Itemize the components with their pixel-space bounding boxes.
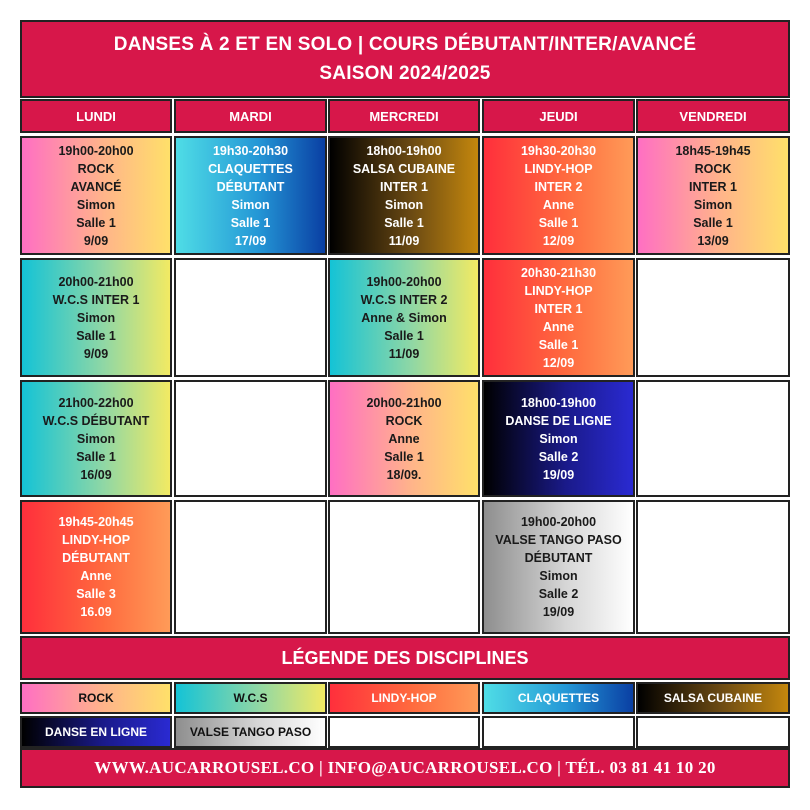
legend-empty-slot <box>328 716 480 748</box>
class-cell: 18h00-19h00 DANSE DE LIGNE Simon Salle 2 19/09 <box>482 380 635 497</box>
legend-empty-slot <box>636 716 790 748</box>
legend-item-claquettes: CLAQUETTES <box>482 682 635 714</box>
legend-item-wcs: W.C.S <box>174 682 327 714</box>
day-header-jeudi: JEUDI <box>482 99 635 133</box>
class-cell: 19h00-20h00 ROCK AVANCÉ Simon Salle 1 9/09 <box>20 136 172 255</box>
empty-cell <box>328 500 480 634</box>
class-cell: 19h30-20h30 LINDY-HOP INTER 2 Anne Salle 1 12/09 <box>482 136 635 255</box>
class-cell: 20h30-21h30 LINDY-HOP INTER 1 Anne Salle 1 12/09 <box>482 258 635 377</box>
class-cell: 20h00-21h00 W.C.S INTER 1 Simon Salle 1 9/09 <box>20 258 172 377</box>
contact-footer: WWW.AUCARROUSEL.CO | INFO@AUCARROUSEL.CO | TÉL. 03 81 41 10 20 <box>20 748 790 788</box>
empty-cell <box>174 380 327 497</box>
class-cell: 18h45-19h45 ROCK INTER 1 Simon Salle 1 13/09 <box>636 136 790 255</box>
day-header-mardi: MARDI <box>174 99 327 133</box>
class-cell: 20h00-21h00 ROCK Anne Salle 1 18/09. <box>328 380 480 497</box>
schedule-poster <box>20 20 790 788</box>
class-cell: 21h00-22h00 W.C.S DÉBUTANT Simon Salle 1 16/09 <box>20 380 172 497</box>
day-header-vendredi: VENDREDI <box>636 99 790 133</box>
poster-header <box>20 20 790 98</box>
legend-item-valse-tango-paso: VALSE TANGO PASO <box>174 716 327 748</box>
empty-cell <box>174 500 327 634</box>
class-cell: 19h30-20h30 CLAQUETTES DÉBUTANT Simon Salle 1 17/09 <box>174 136 327 255</box>
day-header-mercredi: MERCREDI <box>328 99 480 133</box>
season-subtitle: SAISON 2024/2025 <box>319 63 491 84</box>
class-cell: 19h45-20h45 LINDY-HOP DÉBUTANT Anne Salle 3 16.09 <box>20 500 172 634</box>
empty-cell <box>174 258 327 377</box>
class-cell: 18h00-19h00 SALSA CUBAINE INTER 1 Simon Salle 1 11/09 <box>328 136 480 255</box>
legend-empty-slot <box>482 716 635 748</box>
class-cell: 19h00-20h00 VALSE TANGO PASO DÉBUTANT Simon Salle 2 19/09 <box>482 500 635 634</box>
empty-cell <box>636 380 790 497</box>
legend-title: LÉGENDE DES DISCIPLINES <box>20 636 790 680</box>
page-title: DANSES À 2 ET EN SOLO | COURS DÉBUTANT/INTER/AVANCÉ <box>113 34 697 55</box>
empty-cell <box>636 500 790 634</box>
legend-item-salsa-cubaine: SALSA CUBAINE <box>636 682 790 714</box>
class-cell: 19h00-20h00 W.C.S INTER 2 Anne & Simon Salle 1 11/09 <box>328 258 480 377</box>
legend-item-rock: ROCK <box>20 682 172 714</box>
legend-item-lindy-hop: LINDY-HOP <box>328 682 480 714</box>
empty-cell <box>636 258 790 377</box>
legend-item-danse-en-ligne: DANSE EN LIGNE <box>20 716 172 748</box>
day-header-lundi: LUNDI <box>20 99 172 133</box>
